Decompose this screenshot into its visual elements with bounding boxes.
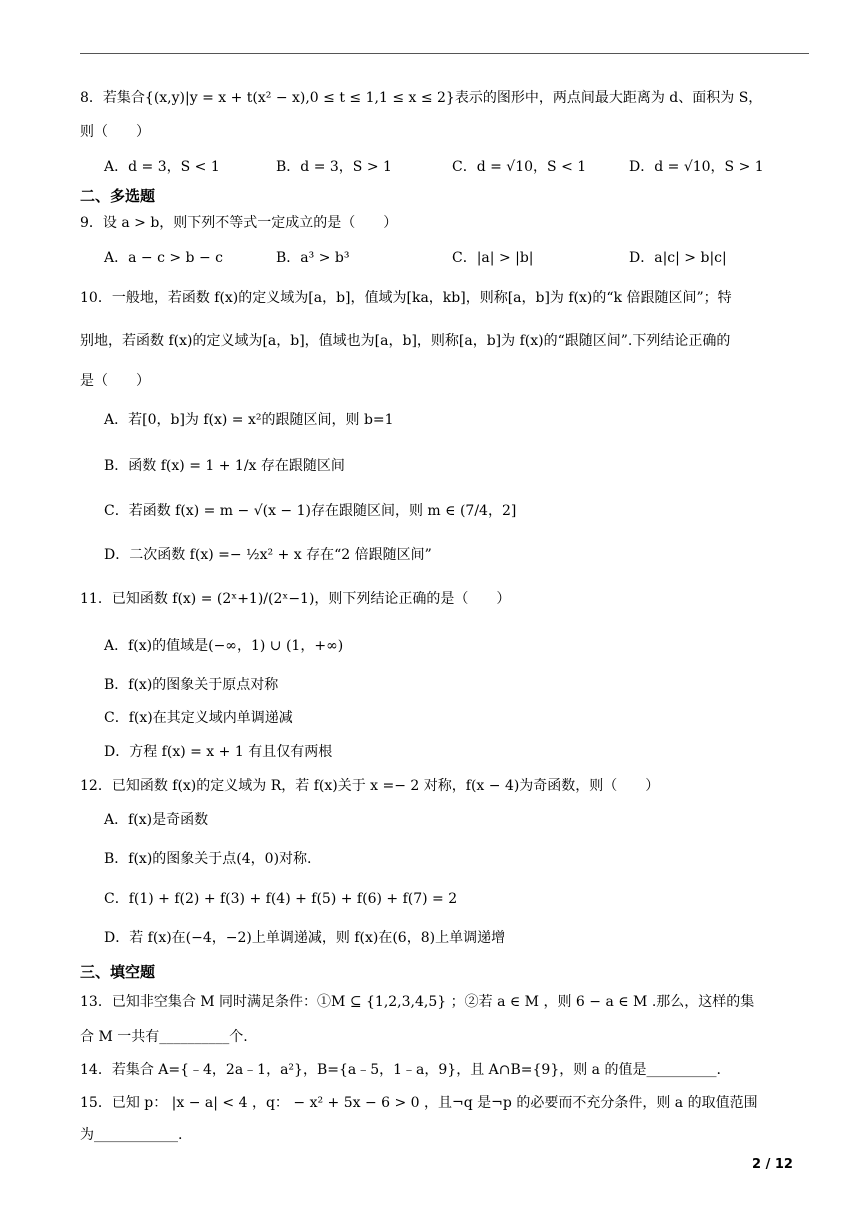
q15-stem-line1: 15．已知 p： |x − a| < 4 ，q： − x² + 5x − 6 > 0 ，且¬q 是¬p 的必要而不充分条件，则 a 的取值范围 xyxy=(80,1095,758,1111)
q8-option-a: A．d = 3，S < 1 xyxy=(104,159,220,175)
q9-option-d: D．a|c| > b|c| xyxy=(629,250,727,266)
q8-stem-line2: 则（ ） xyxy=(80,124,150,140)
q9-option-c: C．|a| > |b| xyxy=(452,250,534,266)
q13-stem-line2: 合 M 一共有__________个. xyxy=(80,1029,248,1045)
q11-option-a: A．f(x)的值域是(−∞，1) ∪ (1，+∞) xyxy=(104,638,344,654)
page-number: 2 / 12 xyxy=(752,1157,793,1172)
q8-option-b: B．d = 3，S > 1 xyxy=(276,159,392,175)
q11-option-b: B．f(x)的图象关于原点对称 xyxy=(104,677,279,693)
q13-stem-line1: 13．已知非空集合 M 同时满足条件：①M ⊆ {1,2,3,4,5} ；②若 a ∈ M ，则 6 − a ∈ M .那么，这样的集 xyxy=(80,994,755,1010)
q11-stem: 11．已知函数 f(x) = (2ˣ+1)/(2ˣ−1)，则下列结论正确的是（ ） xyxy=(80,591,511,607)
q9-option-b: B．a³ > b³ xyxy=(276,250,350,266)
q10-stem-line2: 别地，若函数 f(x)的定义域为[a，b]，值域也为[a，b]，则称[a，b]为 f(x)的“跟随区间”.下列结论正确的 xyxy=(80,333,731,349)
q8-option-c: C．d = √10，S < 1 xyxy=(452,159,587,175)
q14-stem: 14．若集合 A={﹣4，2a﹣1，a²}，B={a﹣5，1﹣a，9}，且 A∩B={9}，则 a 的值是__________. xyxy=(80,1062,721,1078)
q15-stem-line2: 为____________. xyxy=(80,1127,183,1143)
q10-option-a: A．若[0，b]为 f(x) = x²的跟随区间，则 b=1 xyxy=(104,412,394,428)
q10-stem-line1: 10．一般地，若函数 f(x)的定义域为[a，b]，值域为[ka，kb]，则称[a，b]为 f(x)的“k 倍跟随区间”；特 xyxy=(80,290,732,306)
q12-option-d: D．若 f(x)在(−4，−2)上单调递减，则 f(x)在(6，8)上单调递增 xyxy=(104,930,506,946)
q10-option-d: D．二次函数 f(x) =− ½x² + x 存在“2 倍跟随区间” xyxy=(104,547,432,563)
header-rule xyxy=(80,53,809,54)
q9-option-a: A．a − c > b − c xyxy=(104,250,223,266)
q11-option-d: D．方程 f(x) = x + 1 有且仅有两根 xyxy=(104,744,333,760)
section-heading-fill-in: 三、填空题 xyxy=(80,963,156,981)
q12-option-b: B．f(x)的图象关于点(4，0)对称. xyxy=(104,851,312,867)
q8-stem-line1: 8．若集合{(x,y)|y = x + t(x² − x),0 ≤ t ≤ 1,1 ≤ x ≤ 2}表示的图形中，两点间最大距离为 d、面积为 S， xyxy=(80,90,763,106)
q10-stem-line3: 是（ ） xyxy=(80,373,150,389)
q10-option-b: B．函数 f(x) = 1 + 1/x 存在跟随区间 xyxy=(104,458,345,474)
q8-option-d: D．d = √10，S > 1 xyxy=(629,159,764,175)
q11-option-c: C．f(x)在其定义域内单调递减 xyxy=(104,710,293,726)
q9-stem: 9．设 a > b，则下列不等式一定成立的是（ ） xyxy=(80,215,398,231)
q10-option-c: C．若函数 f(x) = m − √(x − 1)存在跟随区间，则 m ∈ (7/4，2] xyxy=(104,503,517,519)
section-heading-multiple-choice: 二、多选题 xyxy=(80,187,156,205)
q12-option-c: C．f(1) + f(2) + f(3) + f(4) + f(5) + f(6) + f(7) = 2 xyxy=(104,891,458,907)
q12-option-a: A．f(x)是奇函数 xyxy=(104,812,209,828)
q12-stem: 12．已知函数 f(x)的定义域为 R，若 f(x)关于 x =− 2 对称，f(x − 4)为奇函数，则（ ） xyxy=(80,778,660,794)
